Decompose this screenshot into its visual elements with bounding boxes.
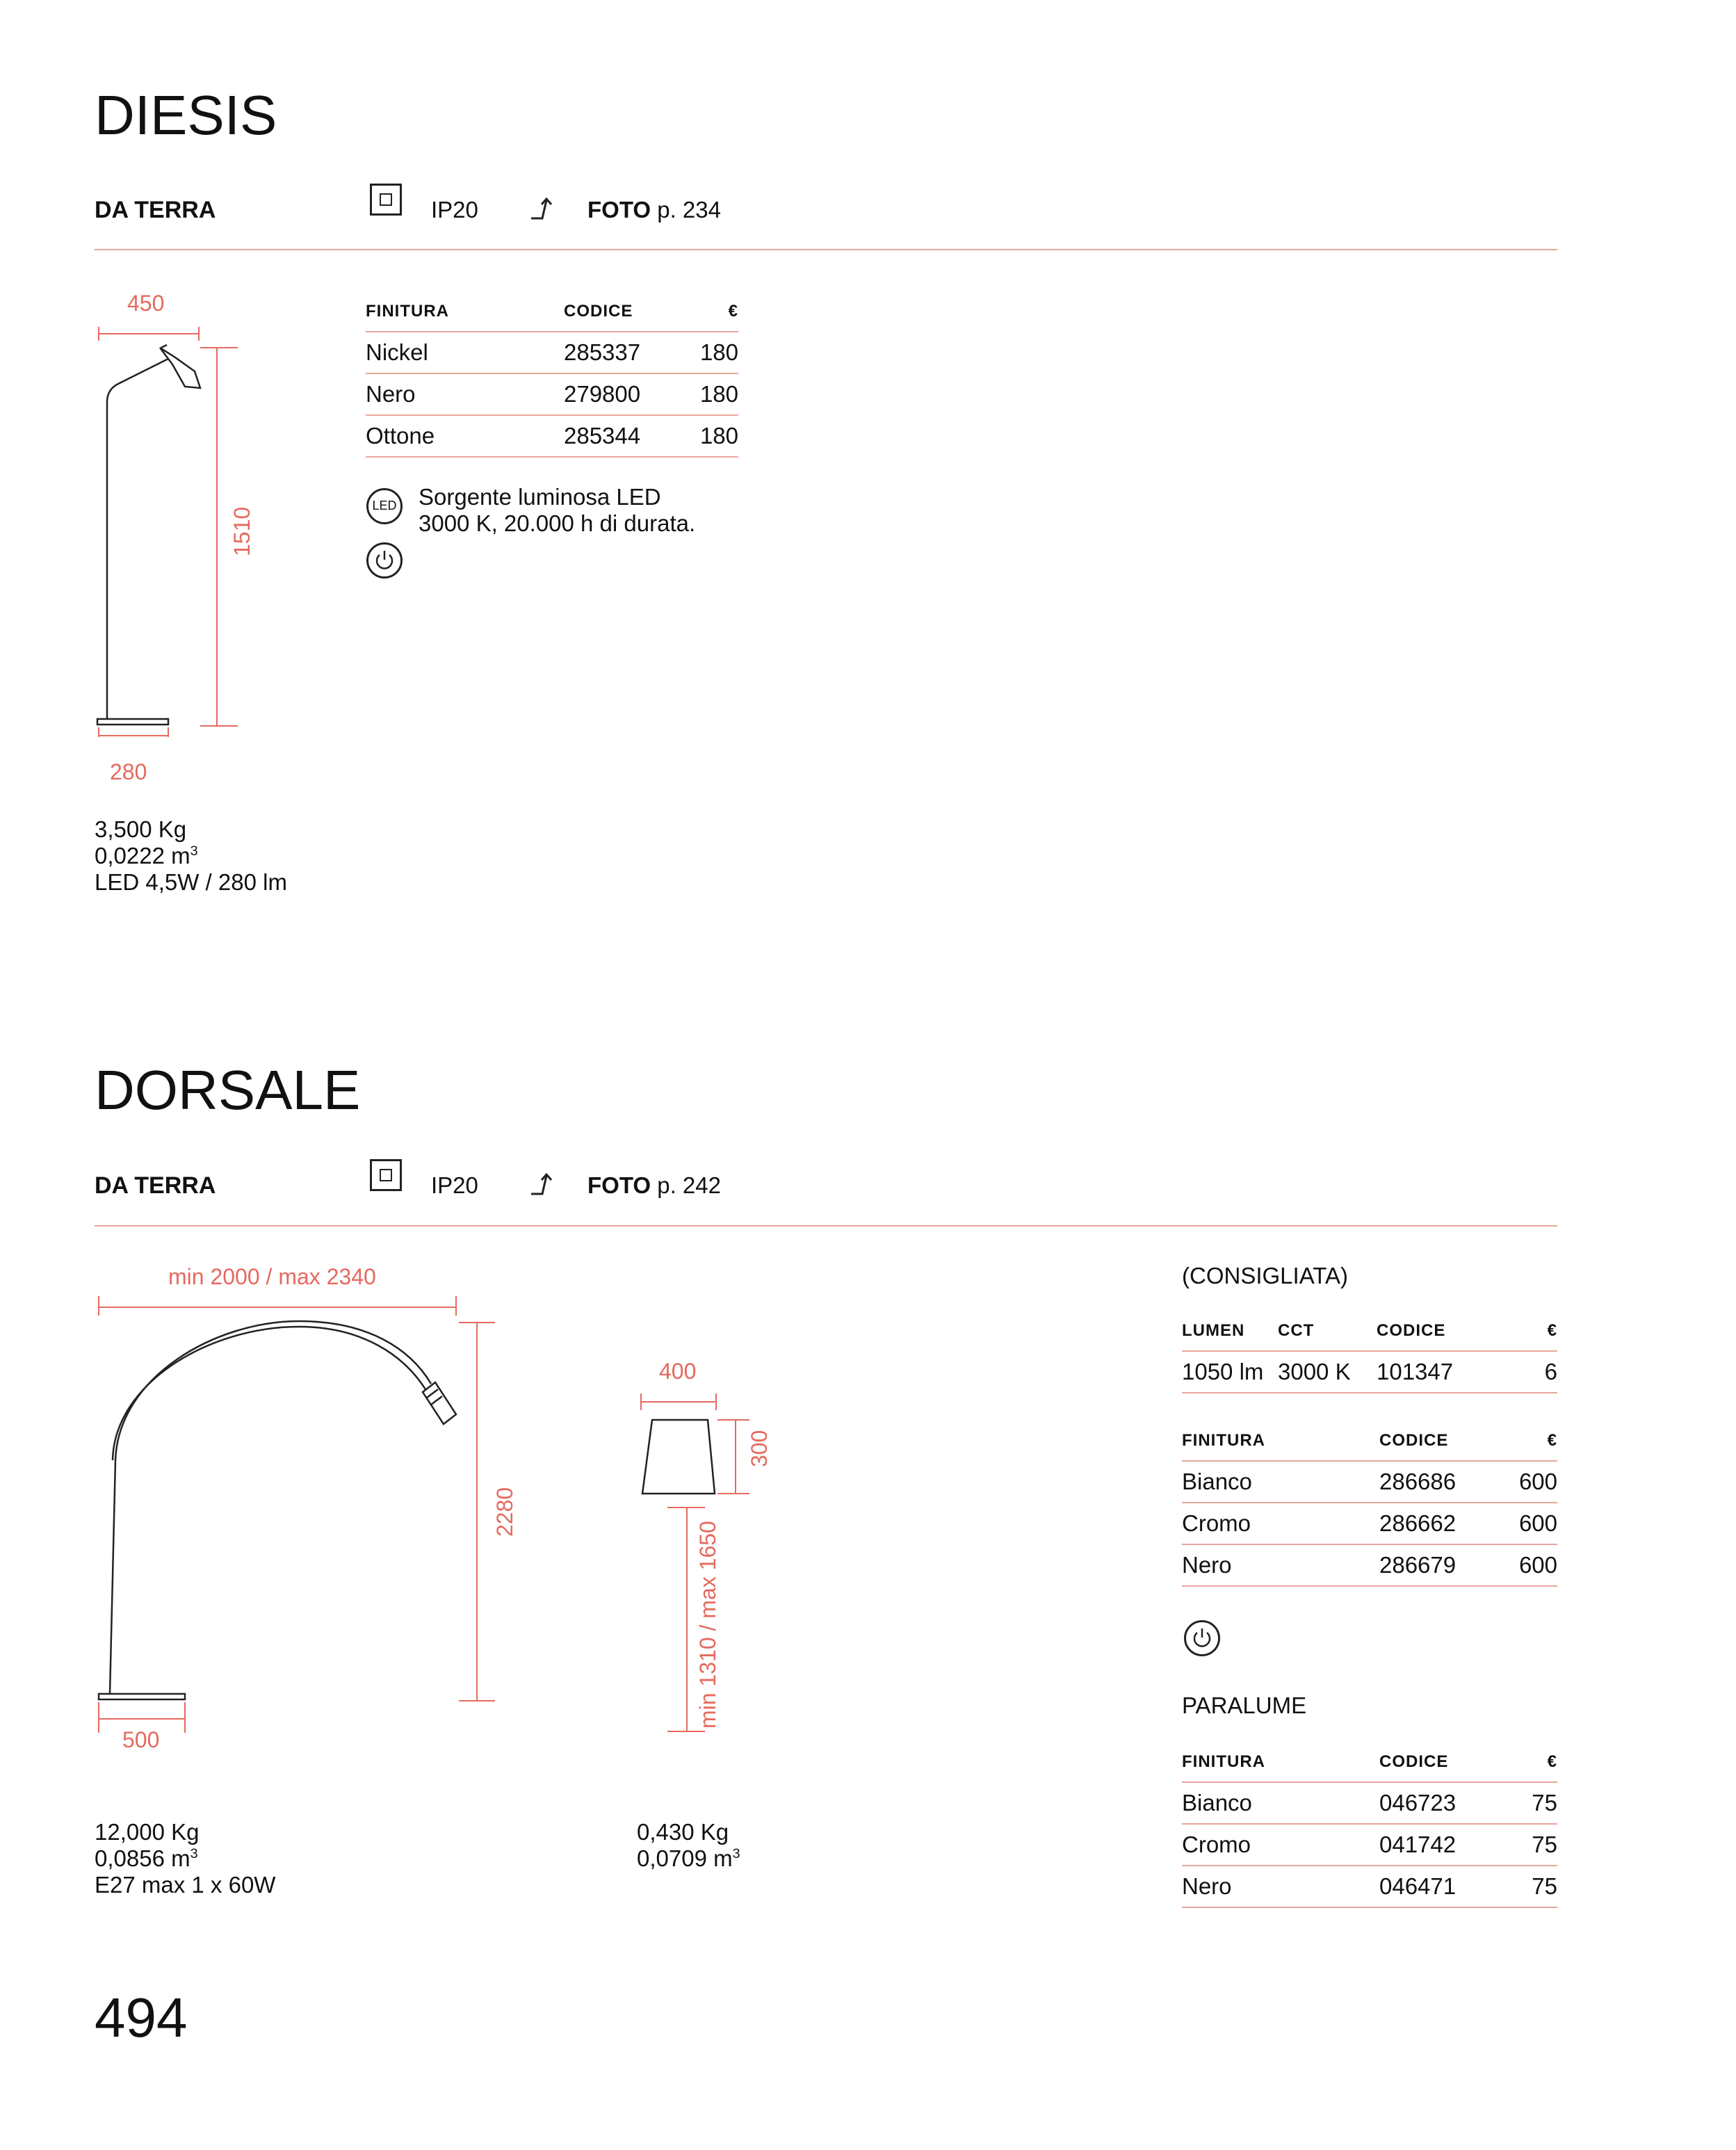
weight: 3,500 Kg [95,816,187,842]
code: 286662 [1379,1503,1498,1544]
code: 101347 [1377,1351,1532,1393]
volume: 0,0856 $m^3$ [95,1845,198,1871]
bulb-label: (CONSIGLIATA) [1182,1263,1348,1288]
dorsale-height-dim: 2280 [492,1487,517,1537]
diesis-ip: IP20 [431,197,478,223]
foto-page: p. 234 [657,197,721,223]
dorsale-photo-ref[interactable] [587,1174,721,1197]
weight: 12,000 Kg [95,1819,200,1845]
power-icon [366,542,403,579]
dorsale-lamp-drawing [90,1293,508,1738]
price: 75 [1513,1866,1557,1907]
table-row [366,373,738,415]
price: 600 [1498,1544,1557,1586]
ip-rating-icon [370,1159,402,1191]
foto-page: p. 242 [657,1172,721,1198]
lumen: 1050 lm [1182,1351,1278,1393]
paralume-table [1182,1752,1557,1908]
diesis-photo-ref[interactable] [587,198,721,221]
paralume-label: PARALUME [1182,1692,1307,1718]
shade-height-dim: 300 [747,1430,772,1467]
dorsale-base-dim: 500 [122,1727,160,1752]
finish: Nero [1182,1544,1379,1586]
diesis-lamp-drawing [90,320,243,737]
volume: 0,0709 $m^3$ [637,1845,740,1871]
ip-rating-icon [370,184,402,216]
power: LED 4,5W / 280 lm [95,869,287,895]
dorsale-specs [95,1819,275,1898]
price: 600 [1498,1503,1557,1544]
code: 286679 [1379,1544,1498,1586]
dorsale-title: DORSALE [95,1059,361,1121]
cct: 3000 K [1278,1351,1377,1393]
table-row [1182,1461,1557,1503]
table-row [1182,1866,1557,1907]
diesis-width-dim: 450 [127,291,165,316]
shade-specs [637,1819,740,1872]
price: 75 [1513,1824,1557,1866]
finish: Bianco [1182,1461,1379,1503]
table-row [366,332,738,373]
table-row [1182,1824,1557,1866]
table-row [1182,1544,1557,1586]
table-row [1182,1503,1557,1544]
arrow-up-right-icon [530,1170,559,1198]
diesis-height-dim: 1510 [229,506,254,556]
col-codice: CODICE [1377,1321,1532,1351]
table-row [1182,1782,1557,1824]
code: 285337 [564,332,680,373]
shade-width-dim: 400 [659,1359,697,1384]
diesis-base-dim: 280 [110,759,147,784]
finish: Nero [1182,1866,1379,1907]
code: 041742 [1379,1824,1513,1866]
col-codice: CODICE [1379,1431,1498,1461]
section-divider [95,249,1557,250]
code: 285344 [564,415,680,457]
code: 046471 [1379,1866,1513,1907]
col-codice: CODICE [564,302,680,332]
col-lumen: LUMEN [1182,1321,1278,1351]
price: 180 [680,332,738,373]
dorsale-ip: IP20 [431,1172,478,1198]
foto-label: FOTO [587,1172,651,1198]
price: 180 [680,373,738,415]
led-description: Sorgente luminosa LED 3000 K, 20.000 h di durata. [419,484,696,536]
price: 180 [680,415,738,457]
col-codice: CODICE [1379,1752,1513,1782]
foto-label: FOTO [587,197,651,223]
bulb-table [1182,1321,1557,1393]
dorsale-finish-table [1182,1431,1557,1587]
power-icon [1184,1620,1220,1656]
shade-stand-dim: min 1310 / max 1650 [695,1521,720,1729]
price: 600 [1498,1461,1557,1503]
section-divider [95,1225,1557,1227]
col-finitura: FINITURA [366,302,564,332]
finish: Cromo [1182,1503,1379,1544]
col-cct: CCT [1278,1321,1377,1351]
price: 6 [1532,1351,1557,1393]
price: 75 [1513,1782,1557,1824]
volume: 0,0222 $m^3$ [95,843,198,868]
col-price: € [1532,1321,1557,1351]
col-price: € [680,302,738,332]
led-icon: LED [366,488,403,524]
code: 046723 [1379,1782,1513,1824]
col-price: € [1513,1752,1557,1782]
finish: Ottone [366,415,564,457]
code: 286686 [1379,1461,1498,1503]
dorsale-category: DA TERRA [95,1172,216,1199]
table-row [366,415,738,457]
power: E27 max 1 x 60W [95,1872,276,1898]
weight: 0,430 Kg [637,1819,729,1845]
col-finitura: FINITURA [1182,1752,1379,1782]
diesis-title: DIESIS [95,84,277,146]
arrow-up-right-icon [530,195,559,223]
code: 279800 [564,373,680,415]
finish: Bianco [1182,1782,1379,1824]
col-finitura: FINITURA [1182,1431,1379,1461]
col-price: € [1498,1431,1557,1461]
diesis-specs [95,816,287,896]
finish: Nero [366,373,564,415]
finish: Cromo [1182,1824,1379,1866]
finish: Nickel [366,332,564,373]
diesis-finish-table [366,302,738,458]
page-number: 494 [95,1987,188,2048]
diesis-category: DA TERRA [95,197,216,223]
dorsale-width-dim: min 2000 / max 2340 [168,1264,376,1289]
table-row [1182,1351,1557,1393]
